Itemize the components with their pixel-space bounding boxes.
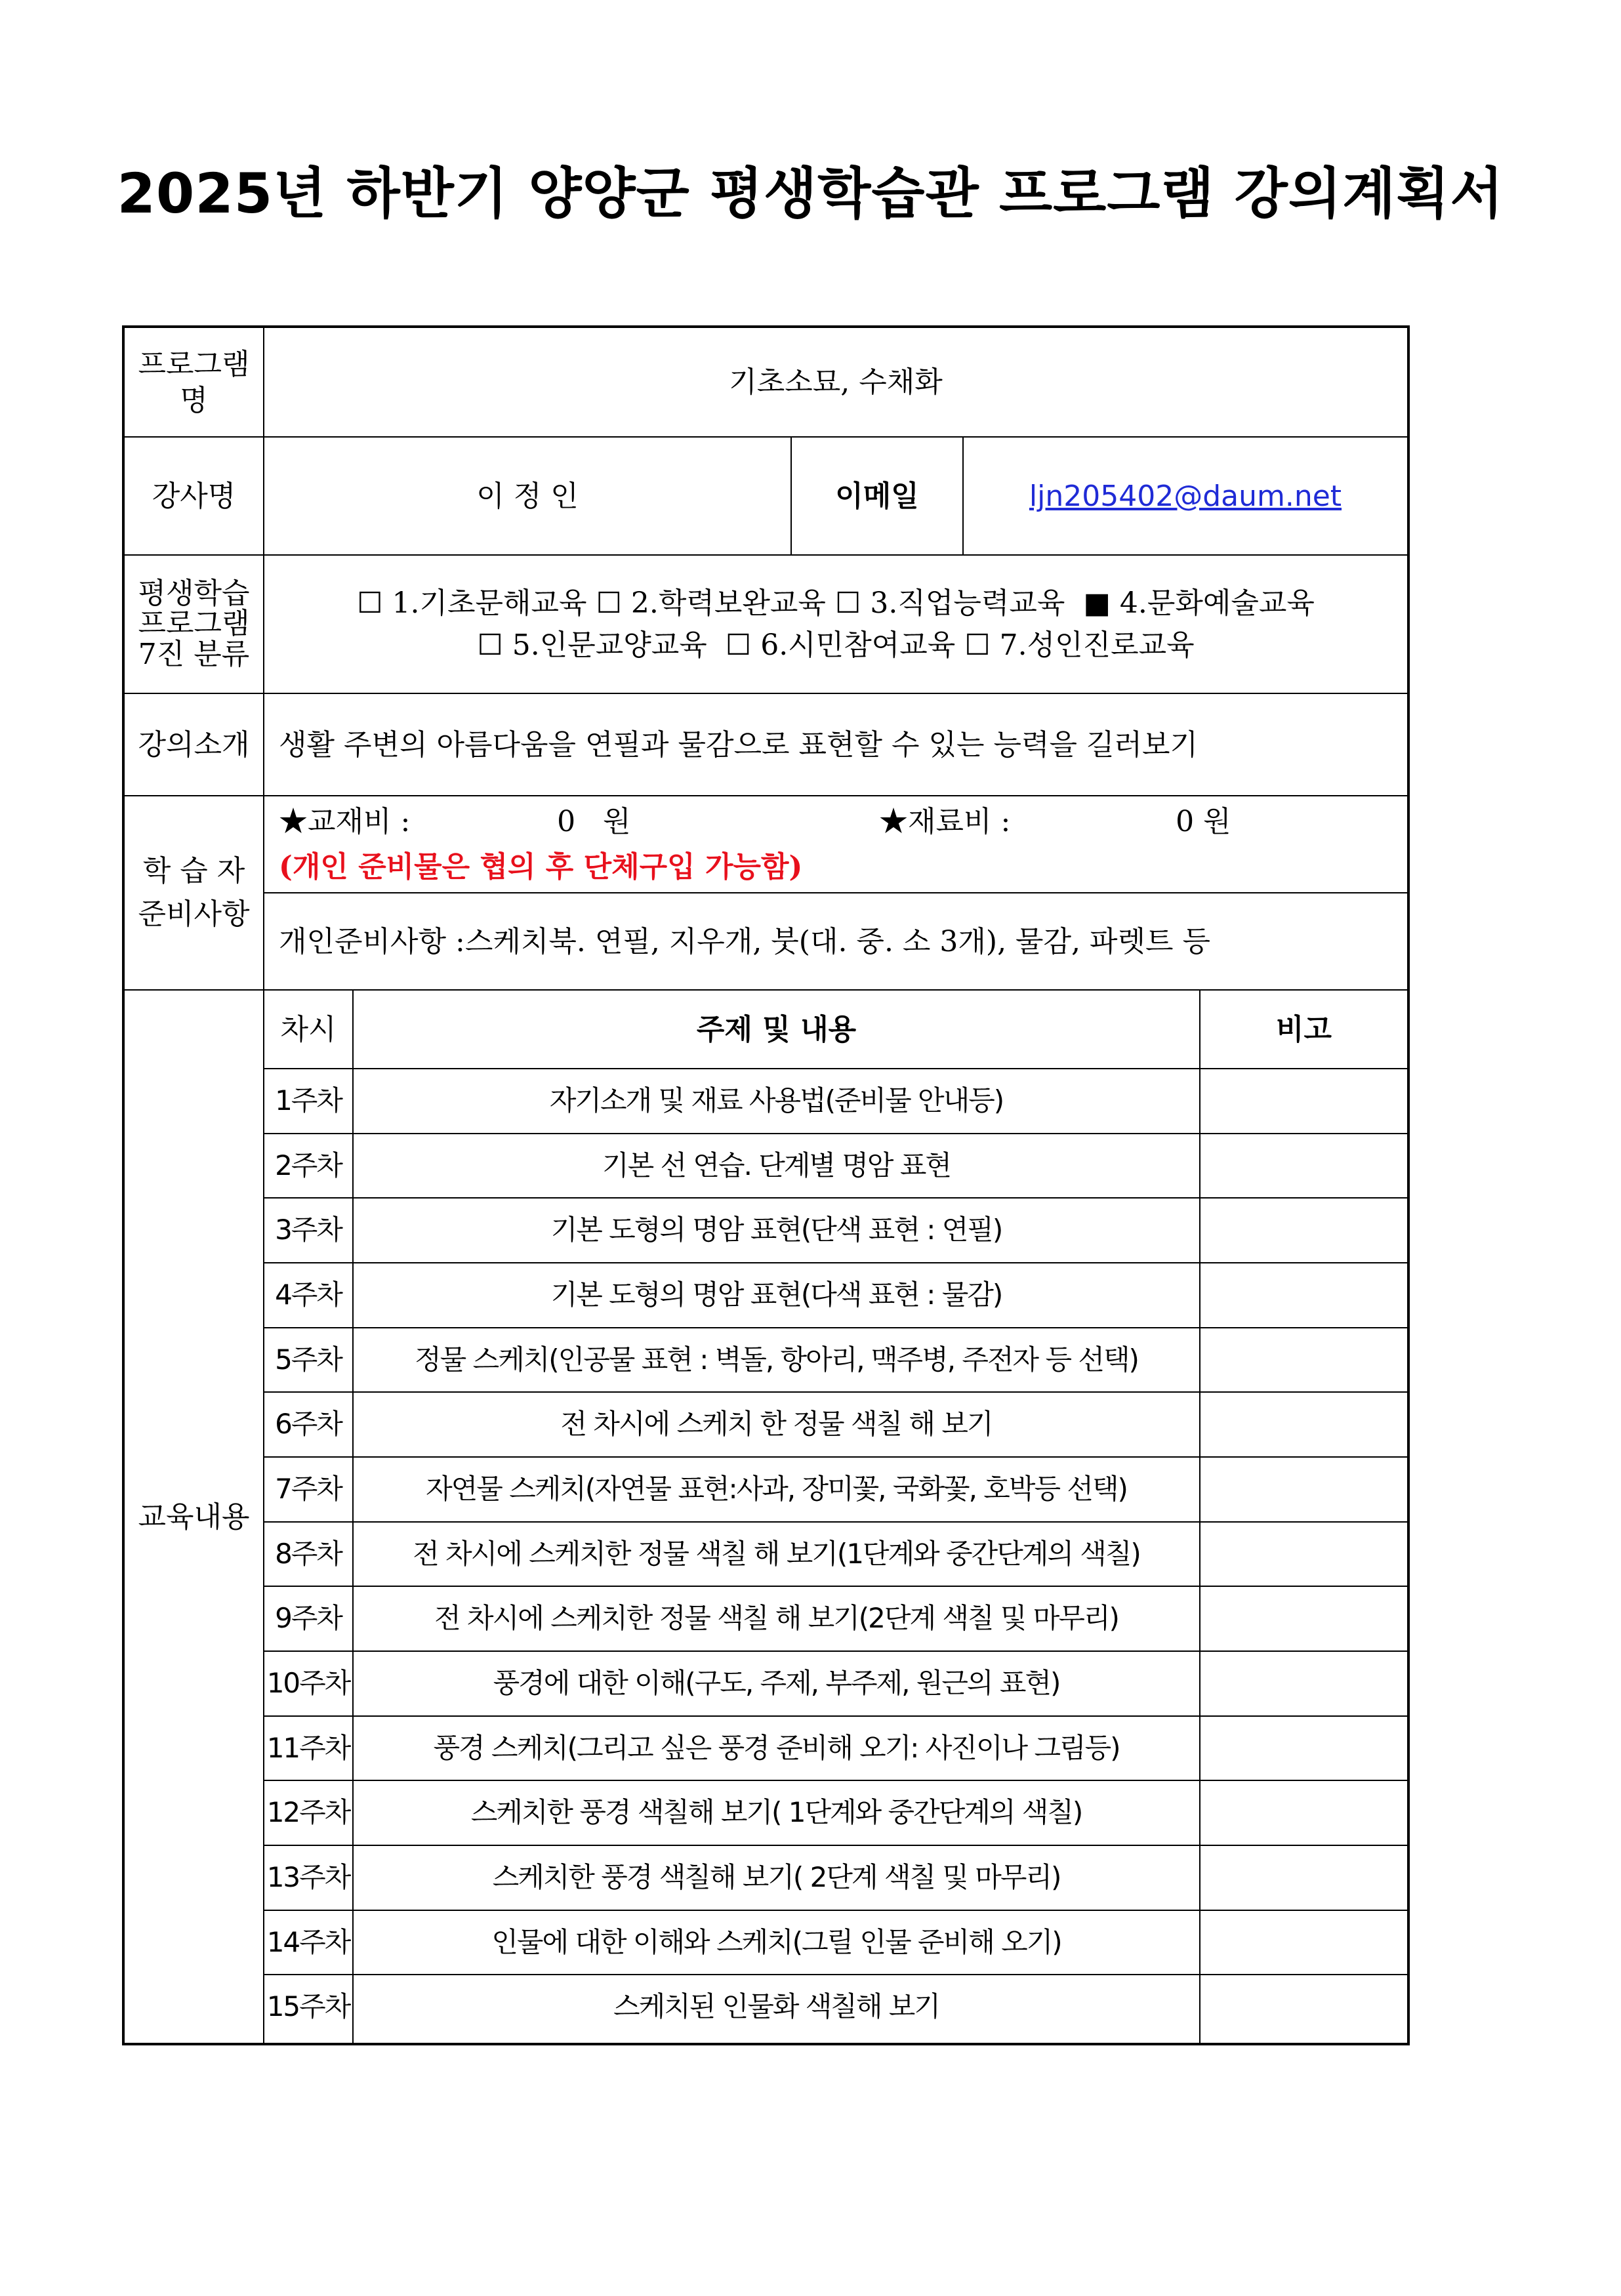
session-cell: 2주차 — [275, 1149, 342, 1182]
prep-label-line: 학 습 자 — [142, 854, 245, 888]
note-cell — [1200, 1134, 1407, 1198]
classification-label — [125, 556, 263, 693]
note-cell — [1200, 1458, 1407, 1521]
program-name-label: 프로그램명 — [138, 347, 250, 417]
topic-cell: 기본 선 연습. 단계별 명암 표현 — [602, 1149, 951, 1182]
session-cell: 6주차 — [275, 1408, 342, 1441]
topic-cell: 스케치한 풍경 색칠해 보기( 2단계 색칠 및 마무리) — [492, 1861, 1061, 1894]
session-cell: 9주차 — [275, 1602, 342, 1635]
email-label: 이메일 — [835, 479, 919, 513]
topic-cell: 스케치된 인물화 색칠해 보기 — [613, 1990, 939, 2023]
header-note: 비고 — [1275, 1012, 1332, 1046]
note-cell — [1200, 1393, 1407, 1456]
classification-label-line: 7진 분류 — [138, 637, 250, 671]
note-cell — [1200, 1781, 1407, 1845]
prep-label — [125, 796, 263, 989]
topic-cell: 전 차시에 스케치 한 정물 색칠 해 보기 — [560, 1408, 993, 1441]
session-cell: 1주차 — [275, 1084, 342, 1117]
instructor-name: 이 정 인 — [476, 479, 579, 513]
header-session: 차시 — [280, 1012, 337, 1046]
topic-cell: 인물에 대한 이해와 스케치(그릴 인물 준비해 오기) — [491, 1926, 1061, 1959]
topic-cell: 기본 도형의 명암 표현(다색 표현 : 물감) — [550, 1279, 1002, 1311]
page-title: 2025년 하반기 양양군 평생학습관 프로그램 강의계획서 — [117, 161, 1504, 226]
note-cell — [1200, 1717, 1407, 1780]
topic-cell: 풍경 스케치(그리고 싶은 풍경 준비해 오기: 사진이나 그림등) — [433, 1732, 1120, 1765]
classification-options — [264, 556, 1407, 693]
classification-options-line: ☐ 5.인문교양교육 ☐ 6.시민참여교육 ☐ 7.성인진로교육 — [477, 628, 1195, 662]
session-cell: 7주차 — [275, 1473, 342, 1506]
prep-note: (개인 준비물은 협의 후 단체구입 가능함) — [279, 850, 803, 884]
personal-supplies: 개인준비사항 :스케치북. 연필, 지우개, 붓(대. 중. 소 3개), 물감, 파렛트 등 — [279, 924, 1211, 958]
note-cell — [1200, 1263, 1407, 1327]
note-cell — [1200, 1846, 1407, 1910]
session-cell: 15주차 — [266, 1990, 350, 2023]
email-link[interactable]: ljn205402@daum.net — [1029, 479, 1342, 513]
note-cell — [1200, 1199, 1407, 1262]
topic-cell: 자연물 스케치(자연물 표현:사과, 장미꽃, 국화꽃, 호박등 선택) — [426, 1473, 1127, 1506]
program-name-value: 기초소묘, 수채화 — [729, 365, 943, 399]
topic-cell: 풍경에 대한 이해(구도, 주제, 부주제, 원근의 표현) — [493, 1667, 1060, 1700]
note-cell — [1200, 1069, 1407, 1133]
curriculum-label: 교육내용 — [138, 1500, 250, 1534]
note-cell — [1200, 1975, 1407, 2039]
header-topic: 주제 및 내용 — [696, 1012, 857, 1046]
material-cost: ★재료비 : 0 원 — [879, 804, 1231, 838]
textbook-cost: ★교재비 : 0 원 — [279, 804, 631, 838]
note-cell — [1200, 1587, 1407, 1650]
session-cell: 5주차 — [275, 1343, 342, 1376]
note-cell — [1200, 1523, 1407, 1586]
email-cell — [964, 438, 1407, 554]
note-cell — [1200, 1911, 1407, 1975]
session-cell: 8주차 — [275, 1538, 342, 1570]
topic-cell: 스케치한 풍경 색칠해 보기( 1단계와 중간단계의 색칠) — [470, 1796, 1082, 1829]
note-cell — [1200, 1328, 1407, 1392]
session-cell: 11주차 — [266, 1732, 350, 1765]
session-cell: 10주차 — [266, 1667, 350, 1700]
note-cell — [1200, 1652, 1407, 1715]
prep-label-line: 준비사항 — [138, 897, 250, 931]
session-cell: 3주차 — [275, 1214, 342, 1246]
topic-cell: 기본 도형의 명암 표현(단색 표현 : 연필) — [550, 1214, 1002, 1246]
intro-label: 강의소개 — [138, 728, 250, 762]
session-cell: 4주차 — [275, 1279, 342, 1311]
topic-cell: 자기소개 및 재료 사용법(준비물 안내등) — [549, 1084, 1004, 1117]
intro-value: 생활 주변의 아름다움을 연필과 물감으로 표현할 수 있는 능력을 길러보기 — [279, 728, 1198, 762]
session-cell: 13주차 — [266, 1861, 350, 1894]
session-cell: 12주차 — [266, 1796, 350, 1829]
topic-cell: 전 차시에 스케치한 정물 색칠 해 보기(1단계와 중간단계의 색칠) — [413, 1538, 1140, 1570]
topic-cell: 전 차시에 스케치한 정물 색칠 해 보기(2단계 색칠 및 마무리) — [434, 1602, 1118, 1635]
instructor-label: 강사명 — [152, 479, 236, 513]
classification-label-line: 평생학습 — [138, 577, 250, 611]
session-cell: 14주차 — [266, 1926, 350, 1959]
classification-options-line: ☐ 1.기초문해교육 ☐ 2.학력보완교육 ☐ 3.직업능력교육 ■ 4.문화예술교육 — [357, 586, 1315, 620]
classification-label-line: 프로그램 — [138, 607, 250, 641]
topic-cell: 정물 스케치(인공물 표현 : 벽돌, 항아리, 맥주병, 주전자 등 선택) — [415, 1343, 1138, 1376]
